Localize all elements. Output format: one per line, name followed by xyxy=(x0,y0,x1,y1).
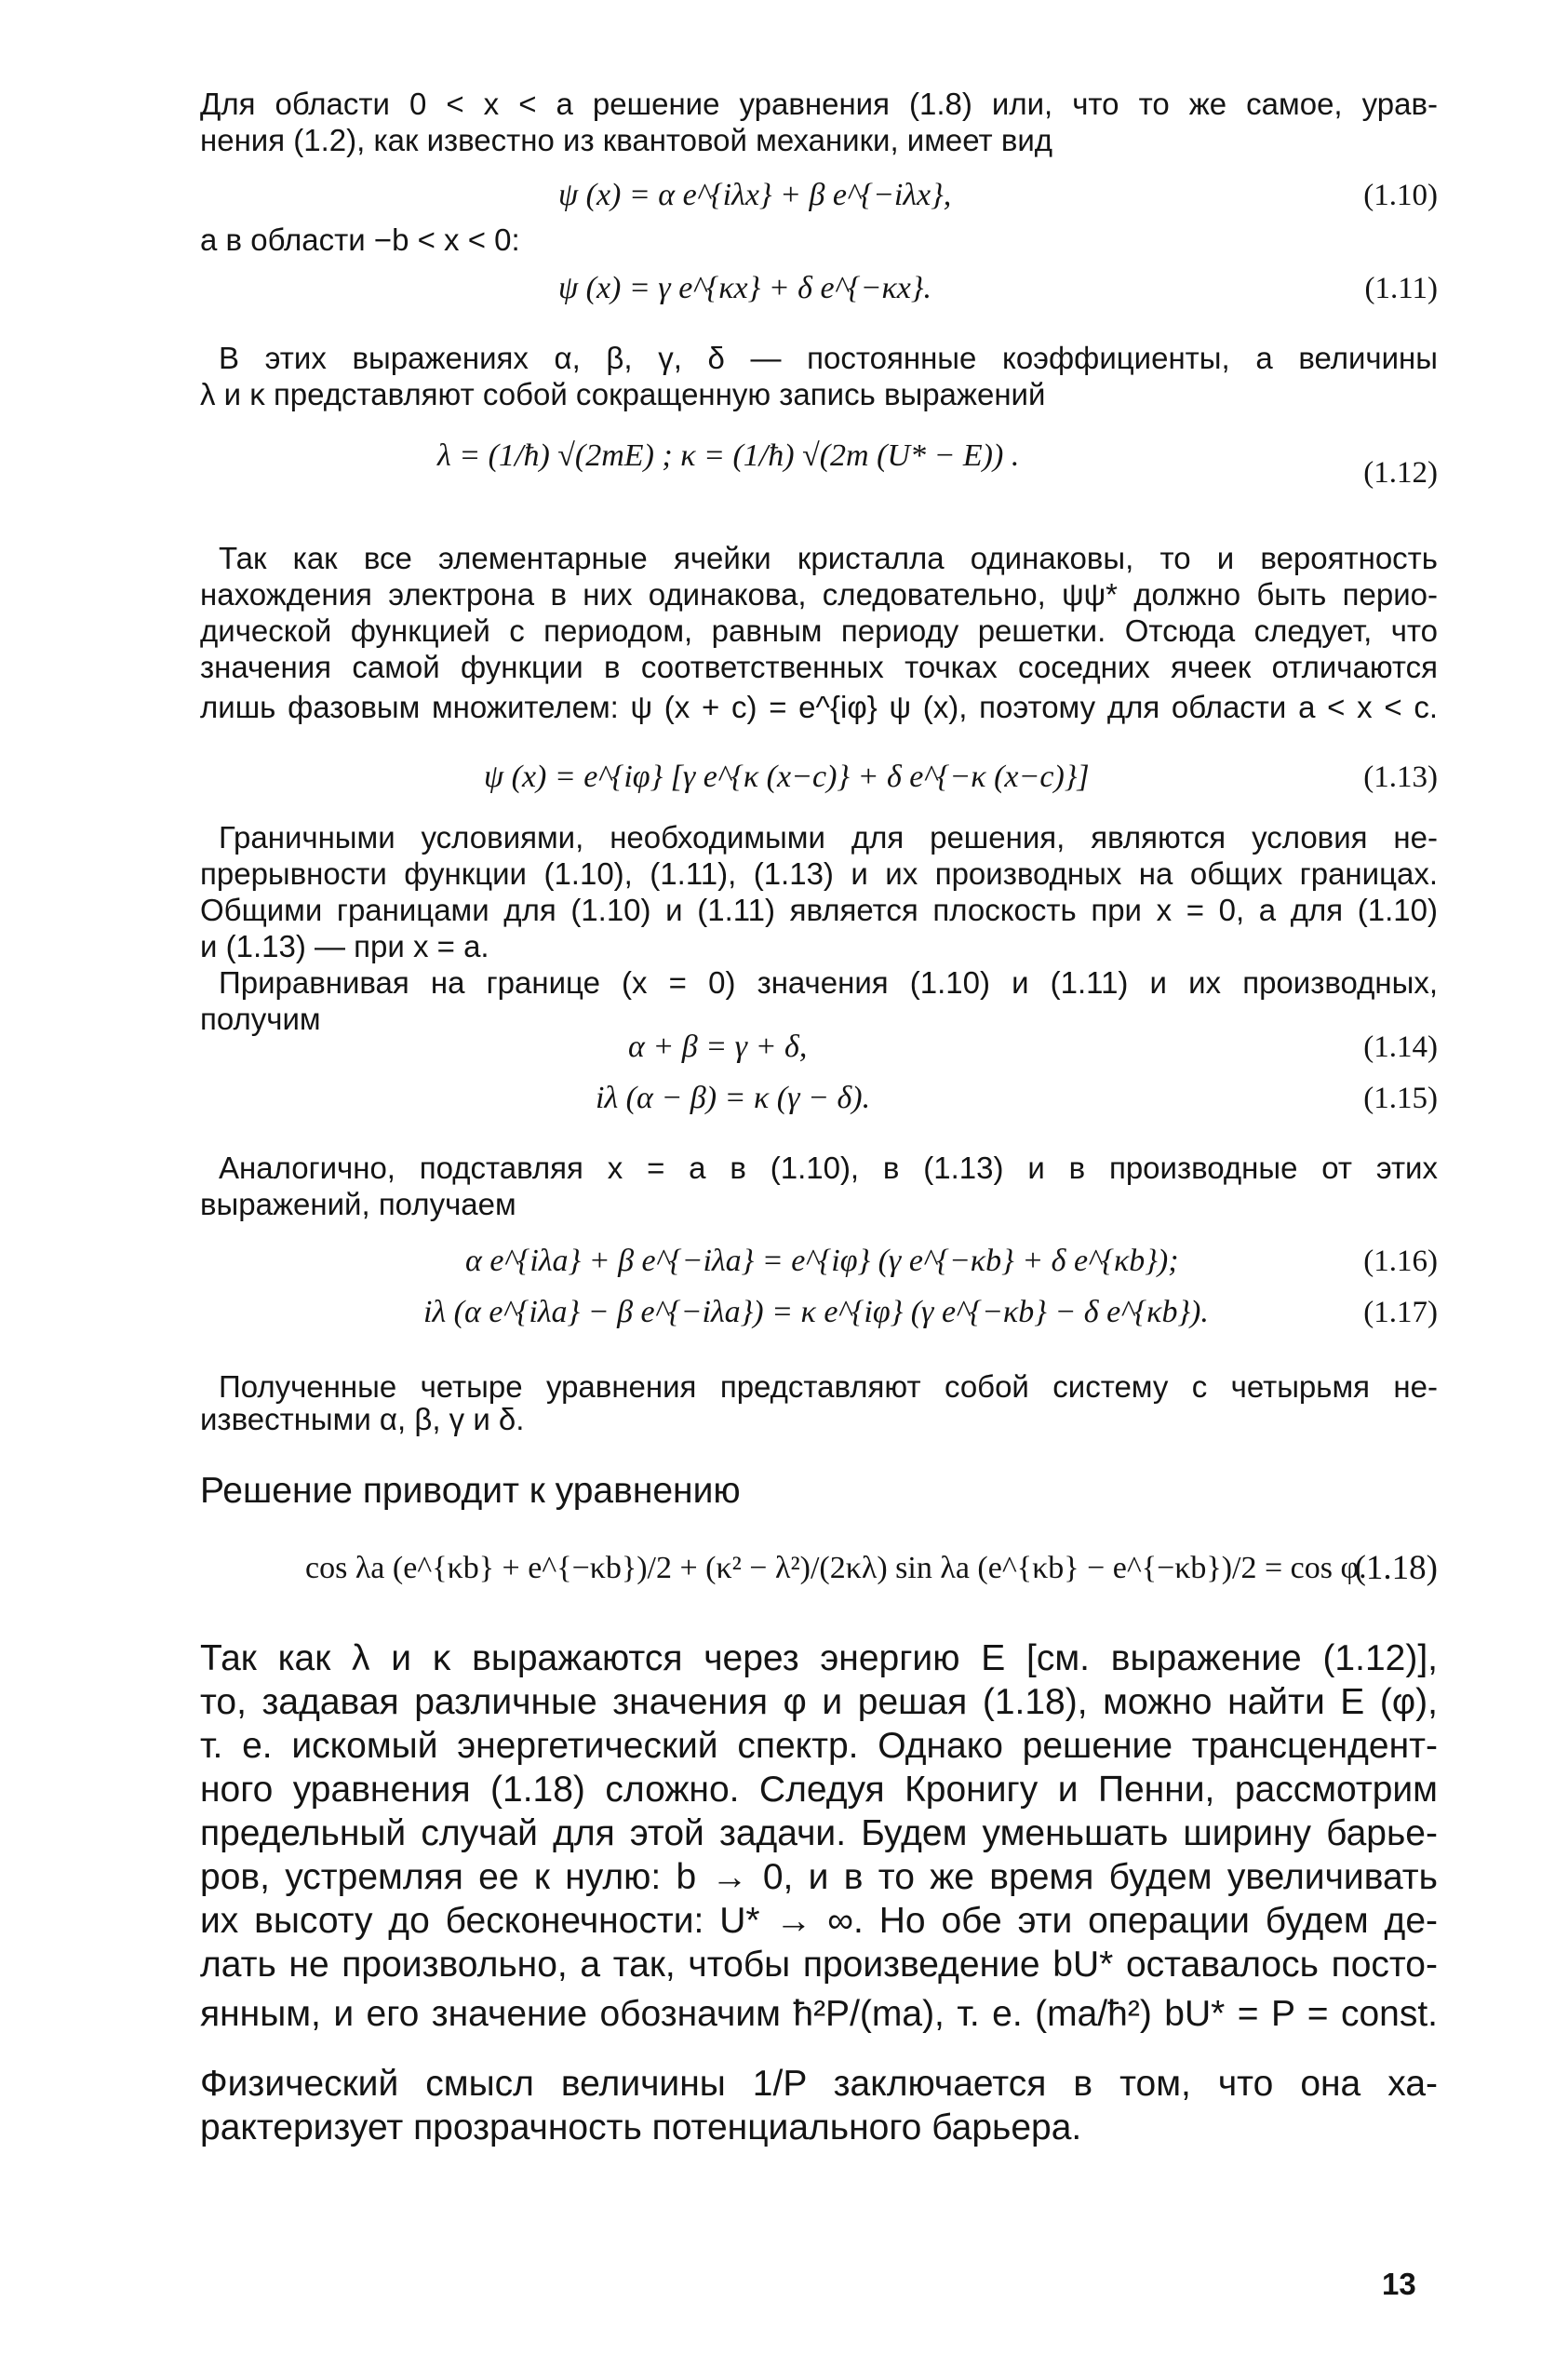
text-line: а в области −b < x < 0: xyxy=(200,222,520,257)
text-line: прерывности функции (1.10), (1.11), (1.13) и их производных на общих границах. xyxy=(200,856,1438,891)
text-line: ров, устремляя ее к нулю: b → 0, и в то же время будем увеличивать xyxy=(200,1857,1438,1897)
text-line: Аналогично, подставляя x = a в (1.10), в (1.13) и в производные от этих xyxy=(219,1151,1438,1185)
text-line: нахождения электрона в них одинакова, следовательно, ψψ* должно быть перио- xyxy=(200,577,1438,612)
equation-number: (1.12) xyxy=(1363,456,1438,490)
text-line: значения самой функции в соответственных точках соседних ячеек отличаются xyxy=(200,650,1438,684)
text-line: Полученные четыре уравнения представляют собой систему с четырьмя не- xyxy=(219,1369,1438,1404)
text-line: янным, и его значение обозначим ħ²P/(ma), т. е. (ma/ħ²) bU* = P = const. xyxy=(200,1994,1438,2034)
text-line: то, задавая различные значения φ и решая (1.18), можно найти E (φ), xyxy=(200,1682,1438,1722)
text-line: дической функцией с периодом, равным периоду решетки. Отсюда следует, что xyxy=(200,613,1438,648)
equation-1-16: α e^{iλa} + β e^{−iλa} = e^{iφ} (γ e^{−κb} + δ e^{κb}); xyxy=(465,1244,1179,1278)
text-line: λ и κ представляют собой сокращенную запись выражений xyxy=(200,377,1046,411)
equation-1-13: ψ (x) = e^{iφ} [γ e^{κ (x−c)} + δ e^{−κ (x−c)}] xyxy=(484,760,1090,794)
equation-number: (1.18) xyxy=(1354,1549,1438,1587)
text-line: Решение приводит к уравнению xyxy=(200,1471,741,1511)
equation-1-12: λ = (1/ħ) √(2mE) ; κ = (1/ħ) √(2m (U* − E)) . xyxy=(437,438,1020,473)
text-line: лать не произвольно, а так, чтобы произведение bU* оставалось посто- xyxy=(200,1945,1438,1985)
equation-1-15: iλ (α − β) = κ (γ − δ). xyxy=(596,1081,871,1115)
text-line: получим xyxy=(200,1002,321,1036)
text-line: ного уравнения (1.18) сложно. Следуя Кронигу и Пенни, рассмотрим xyxy=(200,1770,1438,1810)
text-line: В этих выражениях α, β, γ, δ — постоянные коэффициенты, а величины xyxy=(219,341,1438,375)
page-number: 13 xyxy=(1382,2267,1416,2301)
text-line: Физический смысл величины 1/P заключается в том, что она ха- xyxy=(200,2064,1438,2104)
text-line: нения (1.2), как известно из квантовой механики, имеет вид xyxy=(200,123,1053,157)
text-line: известными α, β, γ и δ. xyxy=(200,1402,525,1436)
equation-1-18: cos λa (e^{κb} + e^{−κb})/2 + (κ² − λ²)/(2κλ) sin λa (e^{κb} − e^{−κb})/2 = cos φ. xyxy=(305,1551,1367,1585)
equation-number: (1.14) xyxy=(1363,1030,1438,1064)
text-line: Для области 0 < x < a решение уравнения (1.8) или, что то же самое, урав- xyxy=(200,87,1438,121)
equation-number: (1.17) xyxy=(1363,1296,1438,1329)
text-line: рактеризует прозрачность потенциального барьера. xyxy=(200,2107,1082,2147)
equation-1-10: ψ (x) = α e^{iλx} + β e^{−iλx}, xyxy=(558,178,952,212)
equation-number: (1.11) xyxy=(1364,272,1438,305)
text-line: Так как все элементарные ячейки кристалла одинаковы, то и вероятность xyxy=(219,541,1438,575)
text-line: т. е. искомый энергетический спектр. Однако решение трансцендент- xyxy=(200,1726,1438,1766)
equation-1-14: α + β = γ + δ, xyxy=(628,1030,808,1064)
text-line: Так как λ и κ выражаются через энергию E [см. выражение (1.12)], xyxy=(200,1638,1438,1678)
text-line: Приравнивая на границе (x = 0) значения (1.10) и (1.11) и их производных, xyxy=(219,965,1438,1000)
text-line: лишь фазовым множителем: ψ (x + c) = e^{iφ} ψ (x), поэтому для области a < x < c. xyxy=(200,690,1438,724)
text-line: их высоту до бесконечности: U* → ∞. Но обе эти операции будем де- xyxy=(200,1901,1438,1941)
text-line: предельный случай для этой задачи. Будем уменьшать ширину барье- xyxy=(200,1813,1438,1853)
equation-1-17: iλ (α e^{iλa} − β e^{−iλa}) = κ e^{iφ} (γ e^{−κb} − δ e^{κb}). xyxy=(423,1295,1209,1329)
equation-1-11: ψ (x) = γ e^{κx} + δ e^{−κx}. xyxy=(558,271,931,305)
text-line: Общими границами для (1.10) и (1.11) является плоскость при x = 0, а для (1.10) xyxy=(200,893,1438,927)
equation-number: (1.16) xyxy=(1363,1245,1438,1278)
equation-number: (1.15) xyxy=(1363,1082,1438,1115)
equation-number: (1.10) xyxy=(1363,179,1438,212)
text-line: выражений, получаем xyxy=(200,1187,516,1221)
equation-number: (1.13) xyxy=(1363,761,1438,794)
text-line: Граничными условиями, необходимыми для решения, являются условия не- xyxy=(219,820,1438,855)
text-line: и (1.13) — при x = a. xyxy=(200,929,489,963)
